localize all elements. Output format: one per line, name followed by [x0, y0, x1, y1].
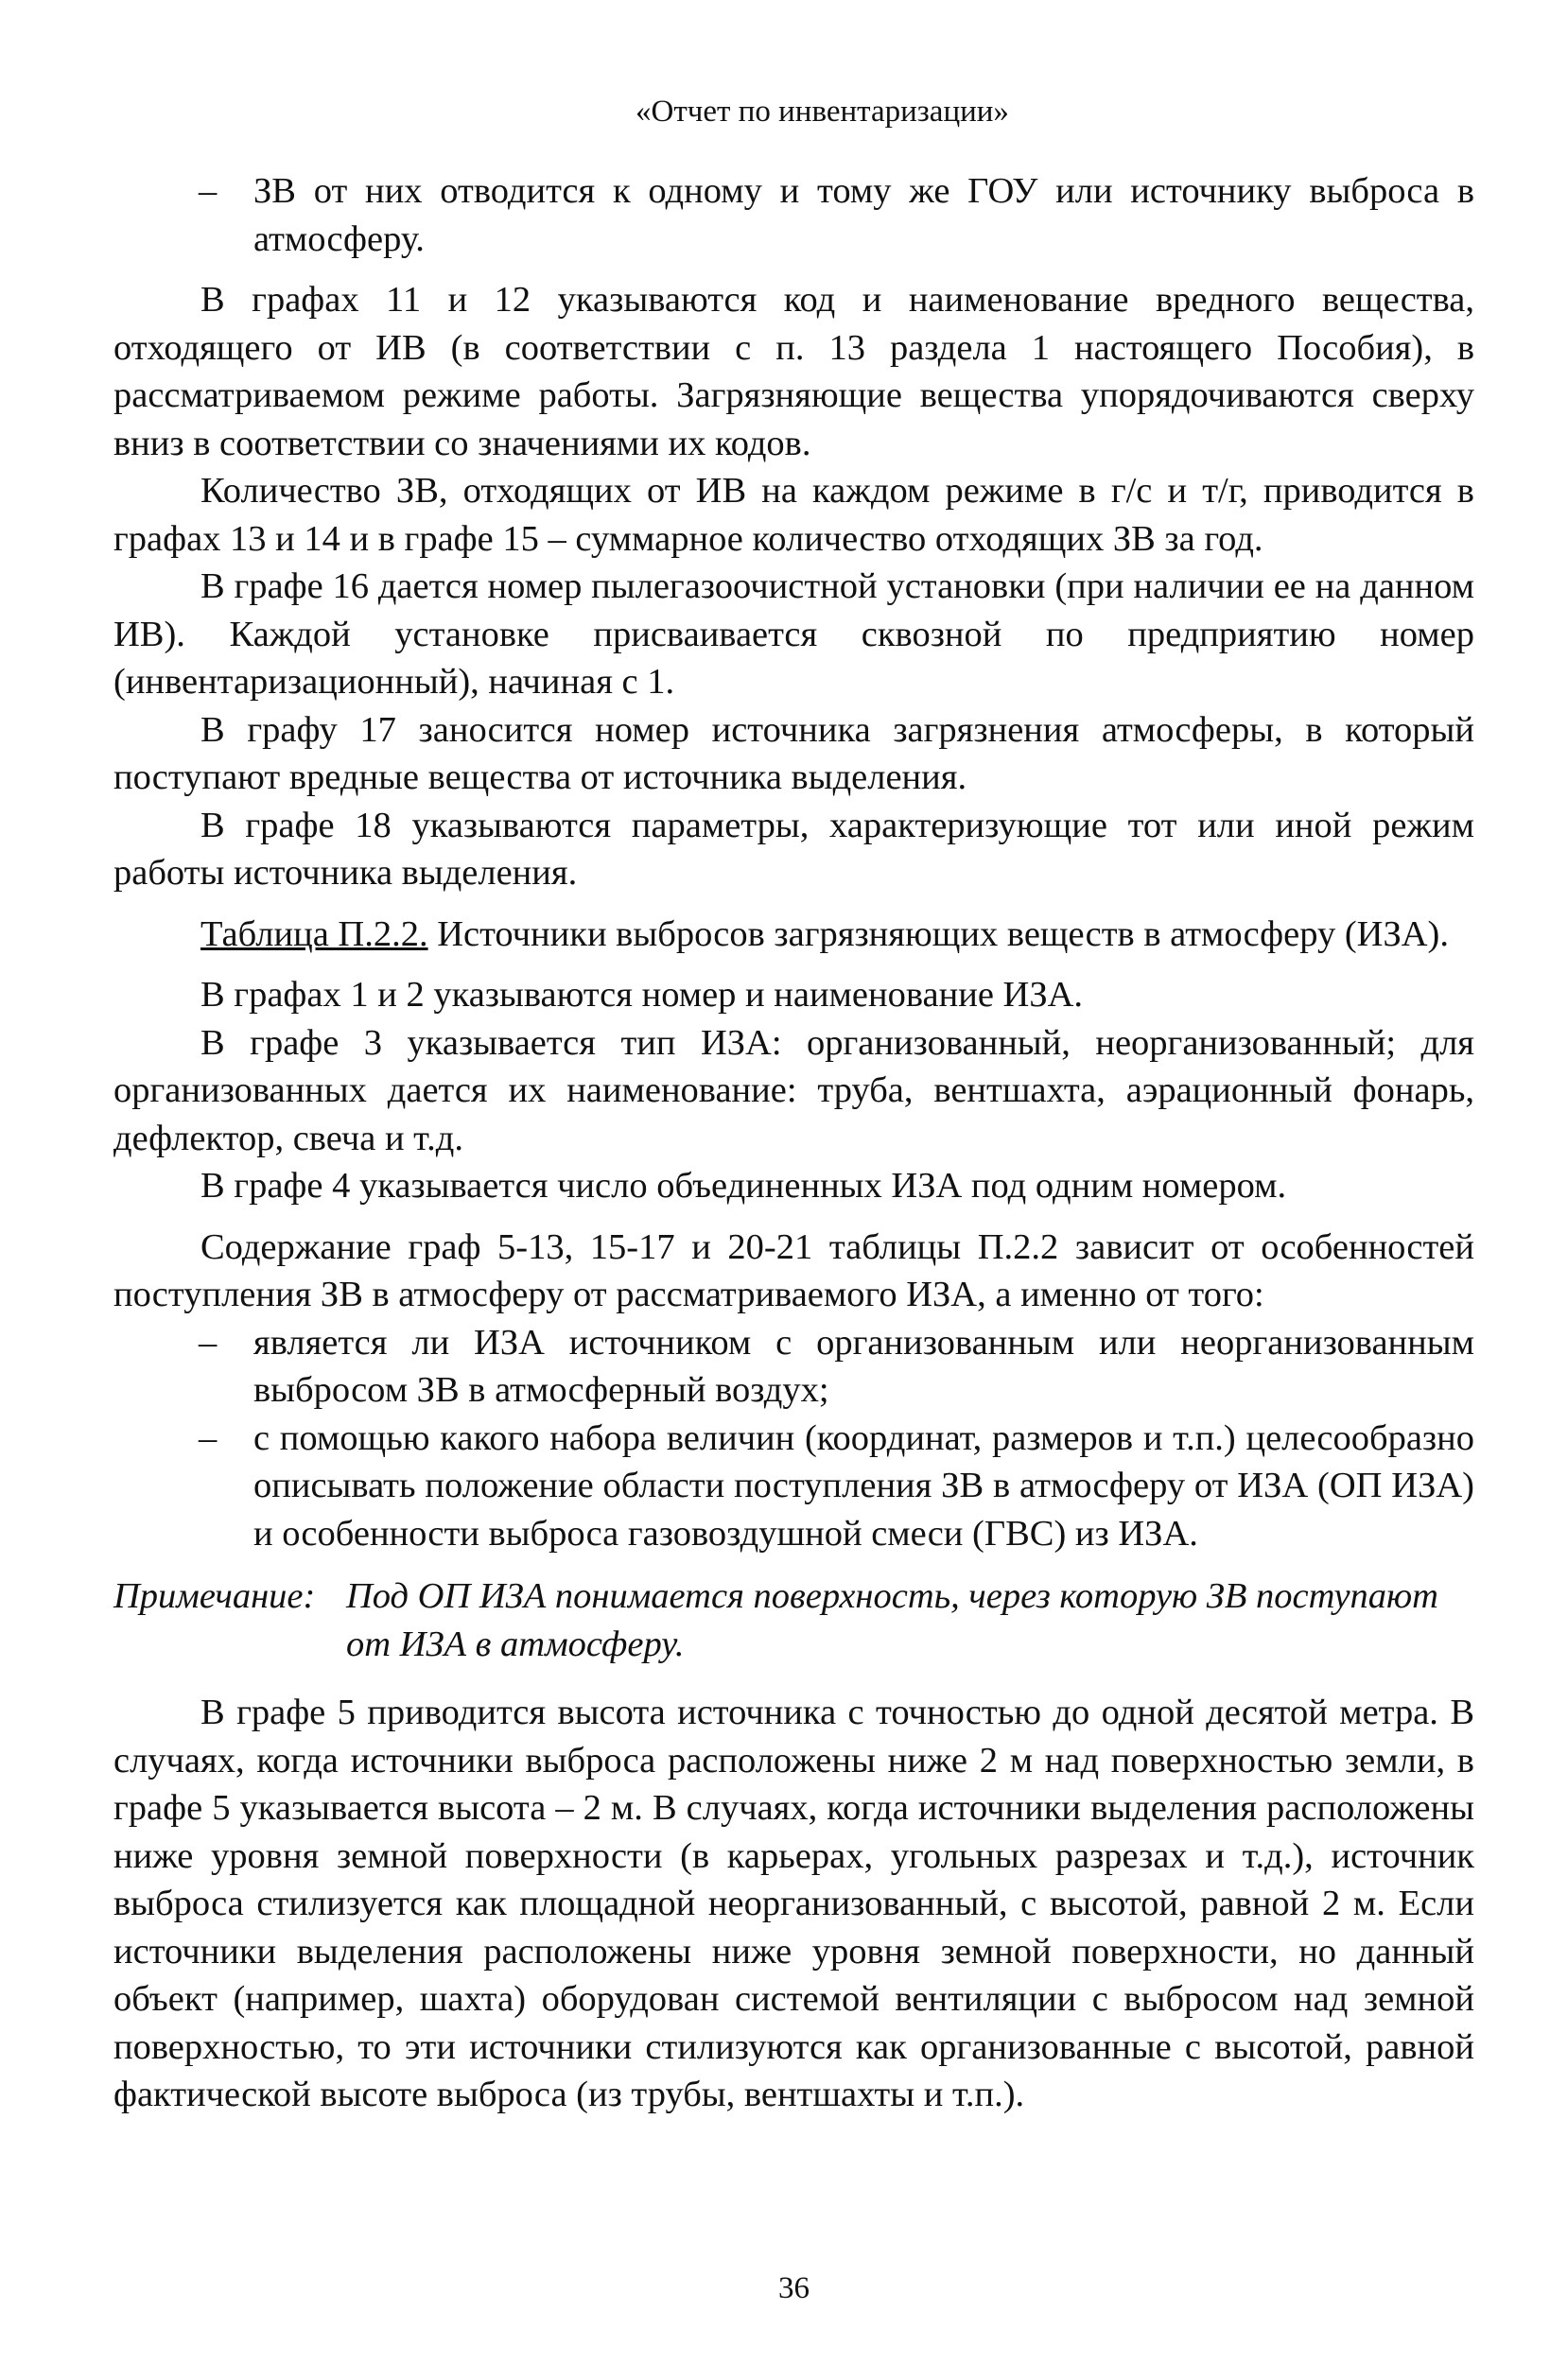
paragraph-columns-1-2: В графах 1 и 2 указываются номер и наименование ИЗА. — [200, 975, 1084, 1015]
paragraph-column-4: В графе 4 указывается число объединенных ИЗА под одним номером. — [200, 1166, 1287, 1206]
table-caption-label: Таблица П.2.2. — [200, 913, 428, 954]
content-item-text: является ли ИЗА источником с организованным или неорганизованным выбросом ЗВ в атмосферный воздух; — [253, 1322, 1474, 1410]
running-header: «Отчет по инвентаризации» — [636, 95, 1009, 129]
note-text: Под ОП ИЗА понимается поверхность, через которую ЗВ поступают от ИЗА в атмосферу. — [346, 1576, 1438, 1664]
dash-item-text: ЗВ от них отводится к одному и тому же ГОУ или источнику выброса в атмосферу. — [253, 171, 1474, 259]
paragraph-column-18: В графе 18 указываются параметры, характеризующие тот или иной режим работы источника выделения. — [113, 805, 1474, 893]
paragraph-columns-11-12: В графах 11 и 12 указываются код и наименование вредного вещества, отходящего от ИВ (в соответствии с п. 13 раздела 1 настоящего Пособия), в рассматриваемом режиме работы. Загрязняющие вещества упорядочиваются сверху вниз в соответствии со значениями их кодов. — [113, 280, 1474, 463]
content-item-text: с помощью какого набора величин (координат, размеров и т.п.) целесообразно описывать положение области поступления ЗВ в атмосферу от ИЗА (ОП ИЗА) и особенности выброса газовоздушной смеси (ГВС) из ИЗА. — [253, 1417, 1474, 1554]
paragraph-column-5: В графе 5 приводится высота источника с точностью до одной десятой метра. В случаях, когда источники выброса расположены ниже 2 м над поверхностью земли, в графе 5 указывается высота – 2 м. В случаях, когда источники выделения расположены ниже уровня земной поверхности (в карьерах, угольных разрезах и т.д.), источник выброса стилизуется как площадной неорганизованный, с высотой, равной 2 м. Если источники выделения расположены ниже уровня земной поверхности, но данный объект (например, шахта) оборудован системой вентиляции с выбросом над земной поверхностью, то эти источники стилизуются как организованные с высотой, равной фактической высоте выброса (из трубы, вентшахты и т.п.). — [113, 1693, 1474, 2114]
paragraph-column-3: В графе 3 указывается тип ИЗА: организованный, неорганизованный; для организованных дается их наименование: труба, вентшахта, аэрационный фонарь, дефлектор, свеча и т.д. — [113, 1022, 1474, 1158]
dash-marker: – — [199, 1417, 218, 1458]
table-caption — [113, 911, 1474, 959]
dash-marker: – — [199, 171, 218, 211]
note-block — [113, 1572, 1474, 1668]
paragraph-column-16: В графе 16 дается номер пылегазоочистной установки (при наличии ее на данном ИВ). Каждой установке присваивается сквозной по предприятию номер (инвентаризационный), начиная с 1. — [113, 566, 1474, 702]
content-item-1 — [113, 1319, 1474, 1415]
dash-marker: – — [199, 1322, 218, 1363]
paragraph-content-intro: Содержание граф 5-13, 15-17 и 20-21 таблицы П.2.2 зависит от особенностей поступления ЗВ в атмосферу от рассматриваемого ИЗА, а именно от того: — [113, 1226, 1474, 1314]
page-number: 36 — [778, 2271, 810, 2305]
dash-item-top — [113, 167, 1474, 263]
body-text — [113, 167, 1474, 2119]
paragraph-column-17: В графу 17 заносится номер источника загрязнения атмосферы, в который поступают вредные вещества от источника выделения. — [113, 709, 1474, 797]
note-label: Примечание: — [113, 1576, 316, 1616]
table-caption-text: Источники выбросов загрязняющих веществ в атмосферу (ИЗА). — [427, 913, 1449, 954]
paragraph-columns-13-15: Количество ЗВ, отходящих от ИВ на каждом режиме в г/с и т/г, приводится в графах 13 и 14 и в графе 15 – суммарное количество отходящих ЗВ за год. — [113, 471, 1474, 559]
content-item-2 — [113, 1415, 1474, 1558]
